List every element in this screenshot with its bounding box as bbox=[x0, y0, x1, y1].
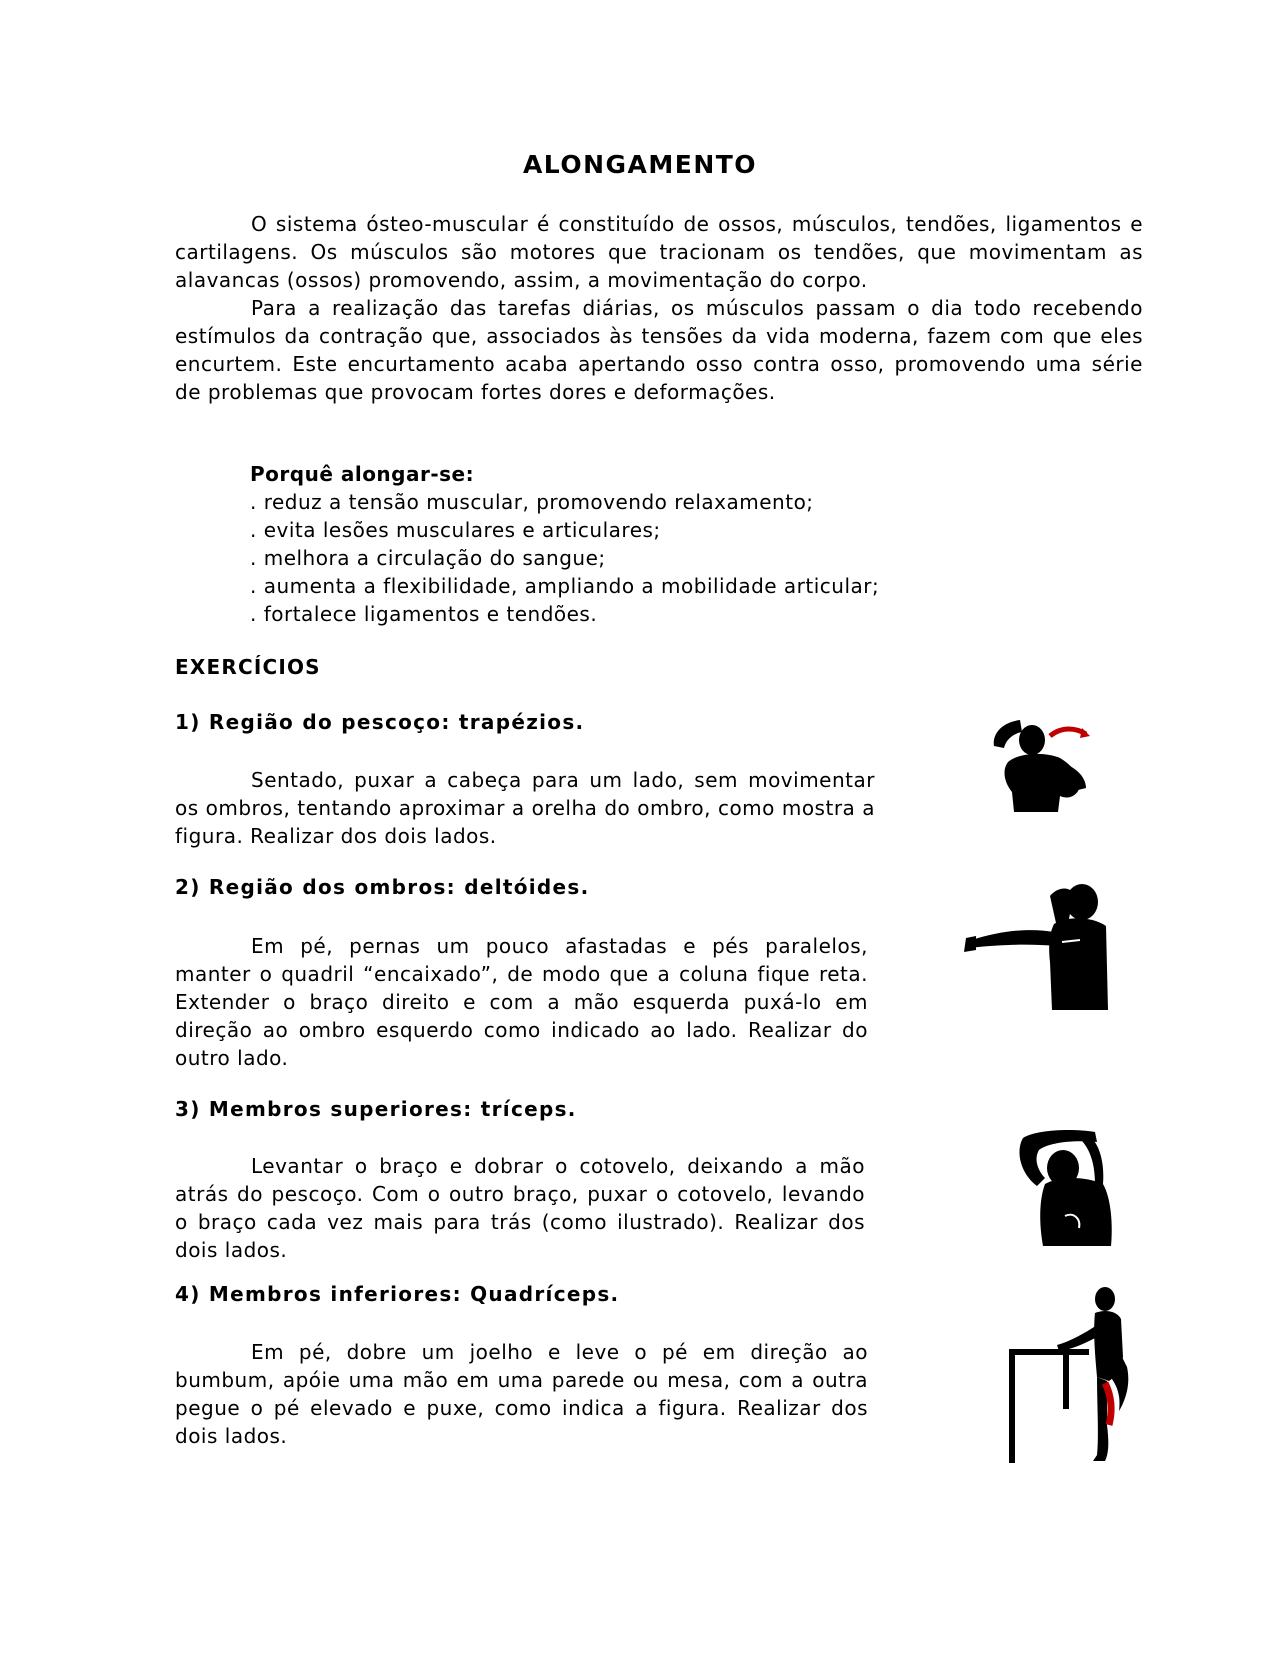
neck-stretch-figure bbox=[990, 712, 1120, 822]
intro-paragraph-2: Para a realização das tarefas diárias, os músculos passam o dia todo recebendo estímulos da contração que, associados às tensões da vida moderna, fazem com que eles encurtem. Este encurtamento acaba apertando osso contra osso, promovendo uma série de problemas que provocam fortes dores e deformações. bbox=[175, 296, 1143, 404]
why-stretch-heading: Porquê alongar-se: bbox=[250, 462, 475, 486]
list-item: . melhora a circulação do sangue; bbox=[250, 546, 606, 570]
exercise-2-heading: 2) Região dos ombros: deltóides. bbox=[175, 875, 590, 899]
quadriceps-stretch-figure bbox=[1005, 1285, 1145, 1465]
intro-paragraph-1: O sistema ósteo-muscular é constituído de ossos, músculos, tendões, ligamentos e cartilagens. Os músculos são motores que tracionam os tendões, que movimentam as alavancas (ossos) promovendo, assim, a movimentação do corpo. bbox=[175, 212, 1143, 292]
exercise-3-text: Levantar o braço e dobrar o cotovelo, deixando a mão atrás do pescoço. Com o outro braço, puxar o cotovelo, levando o braço cada vez mais para trás (como ilustrado). Realizar dos dois lados. bbox=[175, 1154, 865, 1262]
exercise-1-heading: 1) Região do pescoço: trapézios. bbox=[175, 710, 585, 734]
exercise-3-heading: 3) Membros superiores: tríceps. bbox=[175, 1097, 577, 1121]
exercise-4-heading: 4) Membros inferiores: Quadríceps. bbox=[175, 1282, 620, 1306]
list-item: . aumenta a flexibilidade, ampliando a mobilidade articular; bbox=[250, 574, 880, 598]
exercise-4-text: Em pé, dobre um joelho e leve o pé em direção ao bumbum, apóie uma mão em uma parede ou mesa, com a outra pegue o pé elevado e puxe, como indica a figura. Realizar dos dois lados. bbox=[175, 1340, 868, 1448]
page-title: ALONGAMENTO bbox=[522, 150, 758, 179]
exercise-1-text: Sentado, puxar a cabeça para um lado, sem movimentar os ombros, tentando aproximar a orelha do ombro, como mostra a figura. Realizar dos dois lados. bbox=[175, 768, 875, 848]
shoulder-stretch-figure bbox=[962, 882, 1122, 1017]
intro-text bbox=[175, 210, 1143, 406]
list-item: . fortalece ligamentos e tendões. bbox=[250, 602, 598, 626]
list-item: . reduz a tensão muscular, promovendo relaxamento; bbox=[250, 490, 814, 514]
exercise-2-text: Em pé, pernas um pouco afastadas e pés paralelos, manter o quadril “encaixado”, de modo que a coluna fique reta. Extender o braço direito e com a mão esquerda puxá-lo em direção ao ombro esquerdo como indicado ao lado. Realizar do outro lado. bbox=[175, 934, 868, 1070]
list-item: . evita lesões musculares e articulares; bbox=[250, 518, 661, 542]
triceps-stretch-figure bbox=[1015, 1128, 1125, 1248]
exercises-heading: EXERCÍCIOS bbox=[175, 655, 321, 679]
why-stretch-list bbox=[250, 460, 879, 628]
